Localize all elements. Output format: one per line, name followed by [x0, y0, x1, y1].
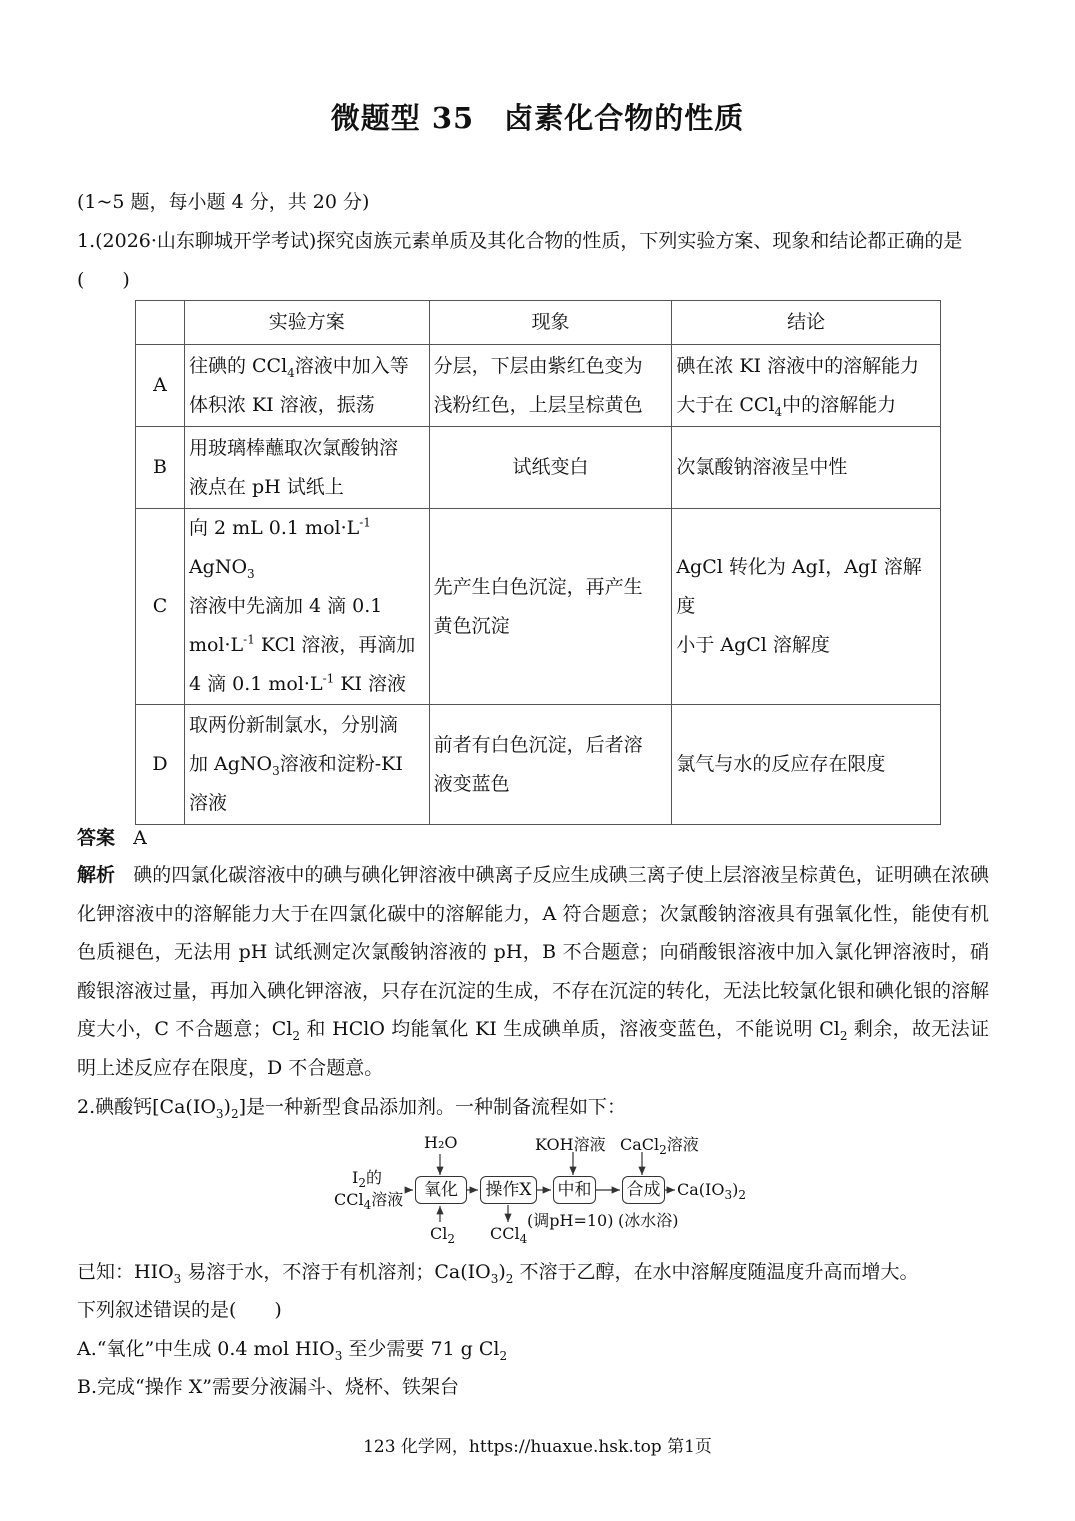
analysis-label: 解析: [77, 864, 116, 886]
subscript: 2: [505, 1271, 514, 1286]
flow-input: [352, 1168, 382, 1191]
answer-label: 答案: [77, 827, 116, 849]
plan-text: KCl 溶液，再滴加: [254, 634, 416, 656]
subscript: 2: [839, 1028, 848, 1043]
plan-text: 溶液中加入等: [294, 354, 409, 377]
analysis-paragraph: [77, 856, 989, 1087]
table-row-b: [136, 427, 941, 509]
plan-text: 4 滴 0.1 mol·L: [188, 673, 323, 695]
subscript: 2: [230, 1106, 239, 1121]
flow-ph-note: (调pH=10): [527, 1211, 614, 1230]
flow-step-neutralize: 中和: [553, 1176, 596, 1204]
subscript: 3: [724, 1188, 733, 1203]
flow-input-solvent: [334, 1190, 404, 1213]
option-text: A.“氧化”中生成 0.4 mol HIO: [77, 1338, 335, 1360]
superscript: -1: [359, 515, 371, 530]
subscript: 3: [334, 1348, 343, 1363]
plan-text: KI 溶液: [334, 673, 407, 695]
conclusion-text: 中的溶解能力: [782, 393, 897, 416]
analysis-text: 和 HClO 均能氧化 KI 生成碘单质，溶液变蓝色，不能说明 Cl: [300, 1018, 840, 1040]
conclusion-cell: 次氯酸钠溶液呈中性: [672, 427, 941, 509]
q2-stem: [77, 1095, 626, 1119]
phenomenon-text: 前者有白色沉淀，后者溶: [433, 733, 643, 756]
flow-step-synthesis: 合成: [622, 1176, 665, 1204]
known-text: 已知：HIO: [77, 1261, 174, 1283]
q2-option-a: [77, 1337, 507, 1361]
process-flowchart: [330, 1130, 760, 1250]
conclusion-cell: [672, 345, 941, 427]
conclusion-text: 大于在 CCl: [676, 393, 775, 416]
phenomenon-cell: 试纸变白: [429, 427, 672, 509]
plan-text: mol·L: [188, 634, 244, 656]
flow-text: Cl: [430, 1224, 448, 1243]
flow-text: ): [732, 1180, 739, 1199]
row-label: B: [136, 427, 185, 509]
subscript: 3: [490, 1271, 499, 1286]
flow-text: Ca(IO: [677, 1180, 725, 1199]
flow-product: [677, 1180, 746, 1203]
flow-text: CCl: [490, 1224, 520, 1243]
subscript: 4: [519, 1232, 528, 1247]
q2-ask: 下列叙述错误的是( ): [77, 1299, 282, 1321]
subscript: 3: [215, 1106, 224, 1121]
row-label: D: [136, 705, 185, 825]
plan-text: 取两份新制氯水，分别滴: [188, 714, 398, 736]
conclusion-text: 碘在浓 KI 溶液中的溶解能力: [676, 354, 920, 377]
flow-step-operation-x: 操作X: [480, 1176, 537, 1204]
subscript: 3: [173, 1271, 182, 1286]
plan-text: 溶液和淀粉-KI: [279, 753, 403, 775]
table-header-row: [136, 301, 941, 345]
subscript: 3: [247, 566, 255, 581]
question-intro: (1~5 题，每小题 4 分，共 20 分): [77, 191, 370, 213]
plan-text: 体积浓 KI 溶液，振荡: [188, 393, 375, 416]
q2-stem-text: ]是一种新型食品添加剂。一种制备流程如下：: [238, 1096, 627, 1118]
flow-text: 溶液: [371, 1190, 404, 1209]
subscript: 4: [774, 404, 783, 419]
phenomenon-text: 分层，下层由紫红色变为: [433, 354, 643, 377]
plan-cell: [184, 509, 429, 705]
flow-text: 溶液: [666, 1135, 699, 1154]
plan-cell: [184, 345, 429, 427]
row-label: A: [136, 345, 185, 427]
subscript: 2: [292, 1028, 301, 1043]
known-text: ): [498, 1261, 506, 1283]
table-header-phenomenon: 现象: [429, 301, 672, 345]
flow-step-oxidation: 氧化: [415, 1176, 467, 1204]
q2-stem-text: ): [223, 1096, 231, 1118]
flow-h2o-label: H₂O: [424, 1133, 458, 1152]
flow-koh-label: KOH溶液: [535, 1135, 606, 1154]
conclusion-text: 小于 AgCl 溶解度: [676, 634, 830, 656]
plan-text: 液点在 pH 试纸上: [188, 475, 344, 498]
phenomenon-text: 液变蓝色: [433, 772, 510, 795]
q2-stem-text: 2.碘酸钙[Ca(IO: [77, 1096, 216, 1118]
plan-cell: [184, 427, 429, 509]
flow-text: 的: [365, 1168, 382, 1187]
plan-text: 用玻璃棒蘸取次氯酸钠溶: [188, 436, 398, 459]
subscript: 3: [272, 763, 280, 778]
phenomenon-cell: [429, 345, 672, 427]
analysis-text: 碘的四氯化碳溶液中的碘与碘化钾溶液中碘离子反应生成碘三离子使上层溶液呈棕黄色，证明碘在浓碘化钾溶液中的溶解能力大于在四氯化碳中的溶解能力，A 符合题意；次氯酸钠溶液具有强氧化性，能使有机色质褪色，无法用 pH 试纸测定次氯酸钠溶液的 pH，B 不合题意；向硝酸银溶液中加入氯化钾溶液时，硝酸银溶液过量，再加入碘化钾溶液，只存在沉淀的生成，不存在沉淀的转化，无法比较氯化银和碘化银的溶解度大小，C 不合题意；Cl: [77, 864, 990, 1040]
conclusion-cell: [672, 509, 941, 705]
q1-stem: 1.(2026·山东聊城开学考试)探究卤族元素单质及其化合物的性质，下列实验方案、现象和结论都正确的是: [77, 230, 963, 252]
flow-text: CCl: [334, 1190, 364, 1209]
table-header-empty: [136, 301, 185, 345]
q1-paren: ( ): [77, 269, 130, 291]
flow-ice-note: (冰水浴): [618, 1211, 679, 1230]
plan-cell: [184, 705, 429, 825]
table-row-c: [136, 509, 941, 705]
flow-text: CaCl: [620, 1135, 660, 1154]
subscript: 2: [499, 1348, 508, 1363]
subscript: 4: [287, 365, 295, 380]
subscript: 2: [659, 1143, 667, 1158]
superscript: -1: [243, 632, 255, 647]
superscript: -1: [322, 671, 335, 686]
q2-known: [77, 1260, 918, 1284]
analysis-text: 剩余，故无法证明上述反应存在限度，D 不合题意。: [77, 1018, 989, 1079]
experiment-table: [135, 300, 941, 825]
conclusion-text: AgCl 转化为 AgI，AgI 溶解度: [676, 556, 922, 617]
subscript: 2: [447, 1232, 455, 1247]
phenomenon-text: 先产生白色沉淀，再产生: [433, 575, 643, 598]
q2-option-b: B.完成“操作 X”需要分液漏斗、烧杯、铁架台: [77, 1376, 459, 1398]
subscript: 2: [358, 1176, 366, 1191]
flow-cacl2-label: [620, 1132, 699, 1158]
plan-text: 溶液中先滴加 4 滴 0.1: [188, 595, 383, 617]
flow-cl2-label: [430, 1224, 455, 1247]
page-footer: 123 化学网，https://huaxue.hsk.top 第1页: [363, 1437, 712, 1457]
flow-ccl4-label: [490, 1224, 528, 1247]
table-header-plan: 实验方案: [184, 301, 429, 345]
subscript: 4: [363, 1198, 372, 1213]
plan-text: 溶液: [188, 792, 227, 814]
option-text: 至少需要 71 g Cl: [342, 1338, 500, 1360]
known-text: 不溶于乙醇，在水中溶解度随温度升高而增大。: [513, 1261, 919, 1283]
plan-text: 加 AgNO: [188, 753, 273, 775]
phenomenon-cell: [429, 509, 672, 705]
plan-text: AgNO: [188, 556, 248, 578]
answer-value: A: [133, 827, 147, 849]
phenomenon-cell: [429, 705, 672, 825]
row-label: C: [136, 509, 185, 705]
answer-line: [77, 826, 147, 850]
plan-text: 向 2 mL 0.1 mol·L: [188, 517, 360, 539]
phenomenon-text: 浅粉红色，上层呈棕黄色: [433, 393, 643, 416]
phenomenon-text: 黄色沉淀: [433, 614, 510, 637]
flow-text: I: [352, 1168, 359, 1187]
conclusion-cell: 氯气与水的反应存在限度: [672, 705, 941, 825]
table-row-a: [136, 345, 941, 427]
subscript: 2: [738, 1188, 746, 1203]
plan-text: 往碘的 CCl: [188, 354, 288, 377]
table-row-d: [136, 705, 941, 825]
table-header-conclusion: 结论: [672, 301, 941, 345]
page-title: 微题型 35 卤素化合物的性质: [330, 101, 745, 135]
known-text: 易溶于水，不溶于有机溶剂；Ca(IO: [181, 1261, 491, 1283]
